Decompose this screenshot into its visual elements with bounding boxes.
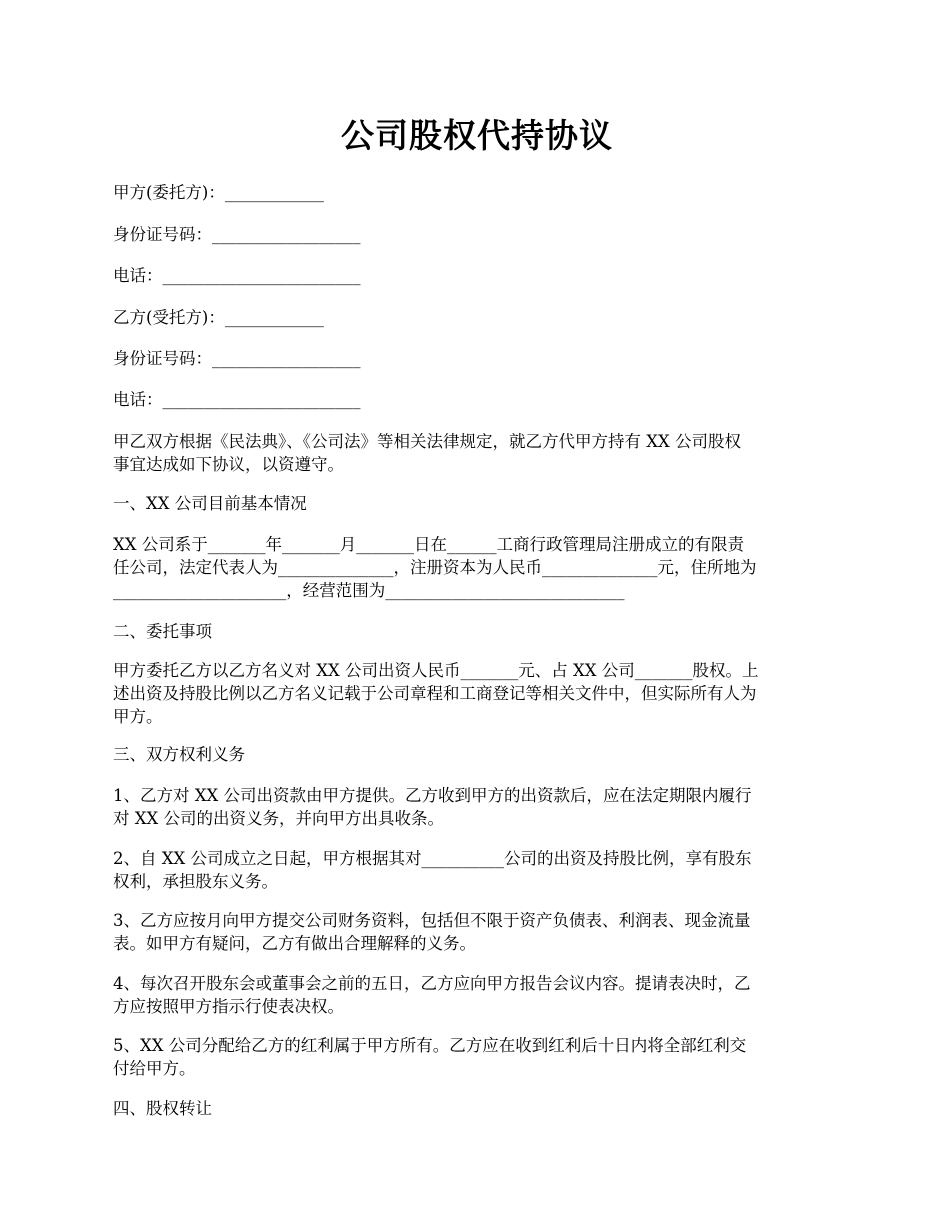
item-5-line: 5、XX 公司分配给乙方的红利属于甲方所有。乙方应在收到红利后十日内将全部红利交 <box>113 1036 747 1055</box>
party-a-phone-line: 电话：________________________ <box>113 266 361 285</box>
section2-line: 甲方。 <box>113 707 163 726</box>
item-4-paragraph <box>113 972 841 1018</box>
section3-heading: 三、双方权利义务 <box>113 745 245 764</box>
intro-line: 事宜达成如下协议，以资遵守。 <box>113 455 344 474</box>
item-3-paragraph <box>113 909 841 955</box>
section1-line: 任公司，法定代表人为______________，注册资本为人民币______________元，住所地为 <box>113 558 757 577</box>
item-5-line: 付给甲方。 <box>113 1059 196 1078</box>
party-b-phone-line: 电话：________________________ <box>113 390 361 409</box>
party-a-id-line: 身份证号码：__________________ <box>113 225 361 244</box>
item-4-line: 4、每次召开股东会或董事会之前的五日，乙方应向甲方报告会议内容。提请表决时，乙 <box>113 974 751 993</box>
item-5-paragraph <box>113 1034 841 1080</box>
party-a-line: 甲方(委托方)：____________ <box>113 183 324 202</box>
item-2-paragraph <box>113 847 841 893</box>
item-2-line: 权利，承担股东义务。 <box>113 872 278 891</box>
intro-line: 甲乙双方根据《民法典》、《公司法》等相关法律规定，就乙方代甲方持有 XX 公司股权 <box>113 432 741 451</box>
item-1-line: 对 XX 公司的出资义务，并向甲方出具收条。 <box>113 809 444 828</box>
item-4-line: 方应按照甲方指示行使表决权。 <box>113 997 344 1016</box>
section1-line: _____________________，经营范围为_____________________________ <box>113 581 625 600</box>
section1-heading: 一、XX 公司目前基本情况 <box>113 494 307 513</box>
section1-paragraph <box>113 533 841 602</box>
section2-line: 述出资及持股比例以乙方名义记载于公司章程和工商登记等相关文件中，但实际所有人为 <box>113 684 757 703</box>
intro-paragraph <box>113 430 841 476</box>
party-b-id-line: 身份证号码：__________________ <box>113 349 361 368</box>
section2-heading: 二、委托事项 <box>113 622 212 641</box>
section2-paragraph <box>113 659 841 728</box>
item-2-line: 2、自 XX 公司成立之日起，甲方根据其对__________公司的出资及持股比例，享有股东 <box>113 849 752 868</box>
item-1-line: 1、乙方对 XX 公司出资款由甲方提供。乙方收到甲方的出资款后，应在法定期限内履行 <box>113 786 752 805</box>
party-b-line: 乙方(受托方)：____________ <box>113 308 324 327</box>
item-3-line: 3、乙方应按月向甲方提交公司财务资料，包括但不限于资产负债表、利润表、现金流量 <box>113 911 751 930</box>
item-1-paragraph <box>113 784 841 830</box>
item-3-line: 表。如甲方有疑问，乙方有做出合理解释的义务。 <box>113 934 476 953</box>
section1-line: XX 公司系于_______年_______月_______日在______工商行政管理局注册成立的有限责 <box>113 535 744 554</box>
section4-heading: 四、股权转让 <box>113 1099 212 1118</box>
document-title: 公司股权代持协议 <box>341 116 613 155</box>
section2-line: 甲方委托乙方以乙方名义对 XX 公司出资人民币_______元、占 XX 公司_______股权。上 <box>113 661 759 680</box>
